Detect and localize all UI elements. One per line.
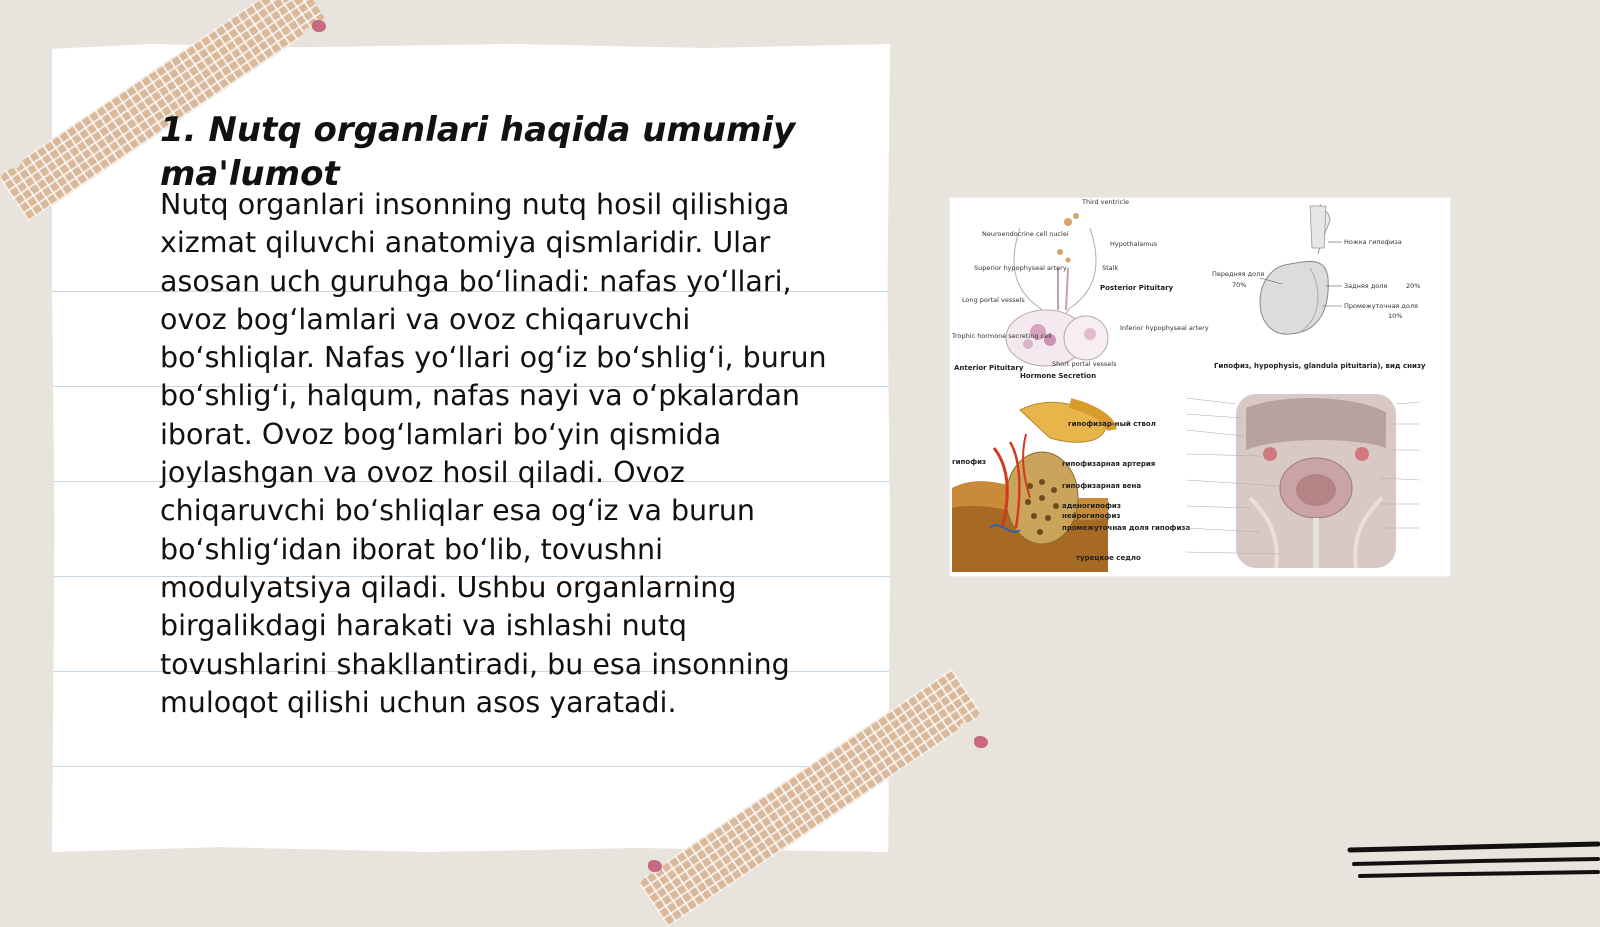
label-intermediate-ru: промежуточная доля гипофиза [1062, 524, 1191, 532]
label-stalk: Stalk [1102, 264, 1119, 272]
panel-lobes [1212, 204, 1420, 334]
label-hormone-secretion: Hormone Secretion [1020, 372, 1097, 380]
label-intermediate-ru: Промежуточная доля [1344, 302, 1418, 310]
label-neuroendocrine: Neuroendocrine cell nuclei [982, 230, 1069, 238]
label-underside-caption: Гипофиз, hypophysis, glandula pituitaria), вид снизу [1214, 362, 1426, 370]
panel-cutaway [952, 392, 1190, 572]
label-intermediate-pct: 10% [1388, 312, 1403, 320]
label-posterior-pct: 20% [1406, 282, 1421, 290]
slide-title: 1. Nutq organlari haqida umumiy ma'lumot [160, 110, 796, 194]
label-trophic-cell: Trophic hormone secreting cell [952, 332, 1052, 340]
label-adeno-ru: аденогипофиз [1062, 502, 1121, 510]
label-anterior-pituitary: Anterior Pituitary [954, 364, 1024, 372]
label-gland-ru: гипофиз [952, 458, 987, 466]
label-short-portal: Short portal vessels [1052, 360, 1117, 368]
tape-tip-decoration [974, 736, 988, 748]
label-sella-ru: турецкое седло [1076, 554, 1141, 562]
label-hypothalamus: Hypothalamus [1110, 240, 1158, 248]
label-inferior-artery: Inferior hypophyseal artery [1120, 324, 1209, 332]
tape-tip-decoration [648, 860, 662, 872]
slide-body-text: Nutq organlari insonning nutq hosil qilishiga xizmat qiluvchi anatomiya qismlaridir. Ular asosan uch guruhga bo‘linadi: nafas yo‘llari, ovoz bog‘lamlari va ovoz chiqaruvchi bo‘shliqlar. Nafas yo‘llari og‘iz bo‘shlig‘i, burun bo‘shlig‘i, halqum, nafas nayi va o‘pkalardan iborat. Ovoz bog‘lamlari bo‘yin qismida joylashgan va ovoz hosil qiladi. Ovoz chiqaruvchi bo‘shliqlar esa og‘iz va burun bo‘shlig‘idan iborat bo‘lib, tovushni modulyatsiya qiladi. Ushbu organlarning birgalikdagi harakati va ishlashi nutq tovushlarini shakllantiradi, bu esa insonning muloqot qilishi uchun asos yaratadi. [160, 188, 827, 719]
label-artery-ru: гипофизарная артерия [1062, 460, 1156, 468]
label-vein-ru: гипофизарная вена [1062, 482, 1142, 490]
tape-tip-decoration [312, 20, 326, 32]
pituitary-anatomy-figure [950, 198, 1450, 576]
panel-schematic [951, 198, 1209, 380]
label-stalk-ru: Ножка гипофиза [1344, 238, 1402, 246]
panel-brain-underside [1186, 362, 1426, 568]
label-long-portal: Long portal vessels [962, 296, 1025, 304]
label-posterior-pituitary: Posterior Pituitary [1100, 284, 1174, 292]
decorative-brush-lines [1340, 840, 1600, 890]
label-anterior-pct: 70% [1232, 281, 1247, 289]
label-third-ventricle: Third ventricle [1082, 198, 1130, 206]
label-stalk-ru: гипофизар-ный ствол [1068, 420, 1156, 428]
label-posterior-ru: Задняя доля [1344, 282, 1388, 290]
anatomy-illustration [950, 198, 1450, 576]
label-neuro-ru: нейрогипофиз [1062, 512, 1121, 520]
label-superior-artery: Superior hypophyseal artery [974, 264, 1067, 272]
paper-rule [52, 766, 890, 767]
label-anterior-ru: Передняя доля [1212, 270, 1265, 278]
